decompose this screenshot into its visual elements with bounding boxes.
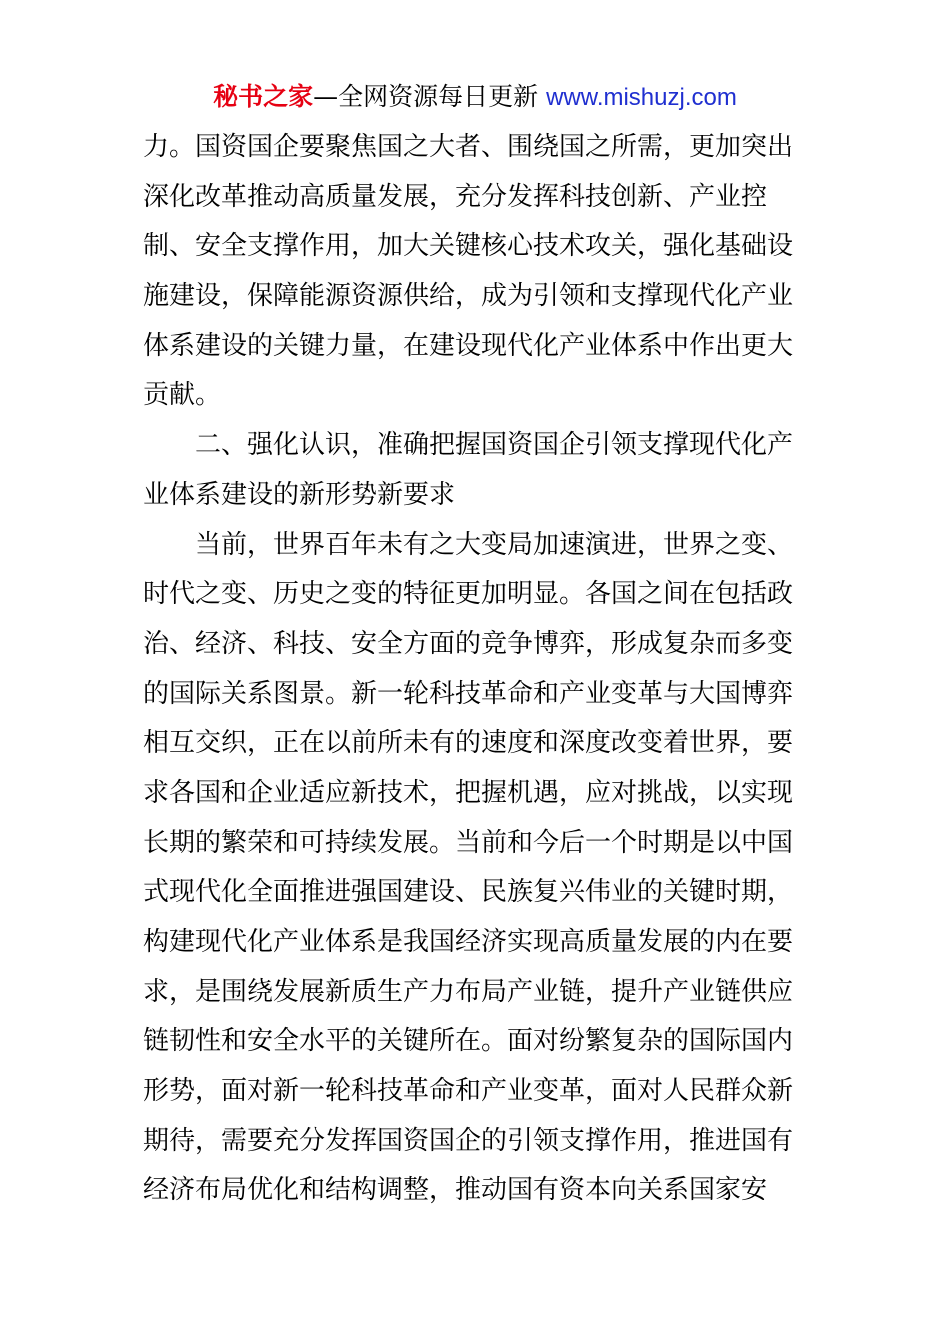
text-line: 体系建设的关键力量，在建设现代化产业体系中作出更大 [143, 330, 794, 361]
brand-name: 秘书之家 [213, 82, 314, 111]
text-line: 形势，面对新一轮科技革命和产业变革，面对人民群众新 [143, 1076, 794, 1107]
section-heading-line: 业体系建设的新形势新要求 [143, 479, 456, 510]
text-line: 深化改革推动高质量发展，充分发挥科技创新、产业控 [143, 181, 768, 212]
text-line: 构建现代化产业体系是我国经济实现高质量发展的内在要 [143, 927, 794, 957]
header-tagline: —全网资源每日更新 [313, 82, 539, 111]
text-line: 制、安全支撑作用，加大关键核心技术攻关，强化基础设 [143, 231, 794, 262]
text-line: 求各国和企业适应新技术，把握机遇，应对挑战，以实现 [143, 777, 794, 808]
page-header [0, 80, 950, 115]
text-line: 式现代化全面推进强国建设、民族复兴伟业的关键时期， [143, 877, 794, 908]
text-line: 经济布局优化和结构调整，推动国有资本向关系国家安 [143, 1175, 768, 1206]
text-line: 当前，世界百年未有之大变局加速演进，世界之变、 [195, 529, 794, 560]
site-url-link[interactable]: www.mishuzj.com [546, 84, 737, 111]
text-line: 求，是围绕发展新质生产力布局产业链，提升产业链供应 [143, 976, 794, 1007]
text-line: 期待，需要充分发挥国资国企的引领支撑作用，推进国有 [143, 1125, 794, 1156]
text-line: 的国际关系图景。新一轮科技革命和产业变革与大国博弈 [143, 678, 794, 709]
text-line: 施建设，保障能源资源供给，成为引领和支撑现代化产业 [143, 281, 794, 312]
text-line: 贡献。 [143, 380, 222, 411]
document-body [143, 129, 811, 1222]
text-line: 长期的繁荣和可持续发展。当前和今后一个时期是以中国 [143, 827, 794, 858]
text-line: 力。国资国企要聚焦国之大者、围绕国之所需，更加突出 [143, 132, 794, 162]
section-heading-line: 二、强化认识，准确把握国资国企引领支撑现代化产 [195, 430, 794, 461]
text-line: 时代之变、历史之变的特征更加明显。各国之间在包括政 [143, 579, 794, 610]
text-line: 治、经济、科技、安全方面的竞争博弈，形成复杂而多变 [143, 628, 794, 659]
text-line: 链韧性和安全水平的关键所在。面对纷繁复杂的国际国内 [143, 1026, 794, 1057]
text-line: 相互交织，正在以前所未有的速度和深度改变着世界，要 [143, 728, 794, 759]
